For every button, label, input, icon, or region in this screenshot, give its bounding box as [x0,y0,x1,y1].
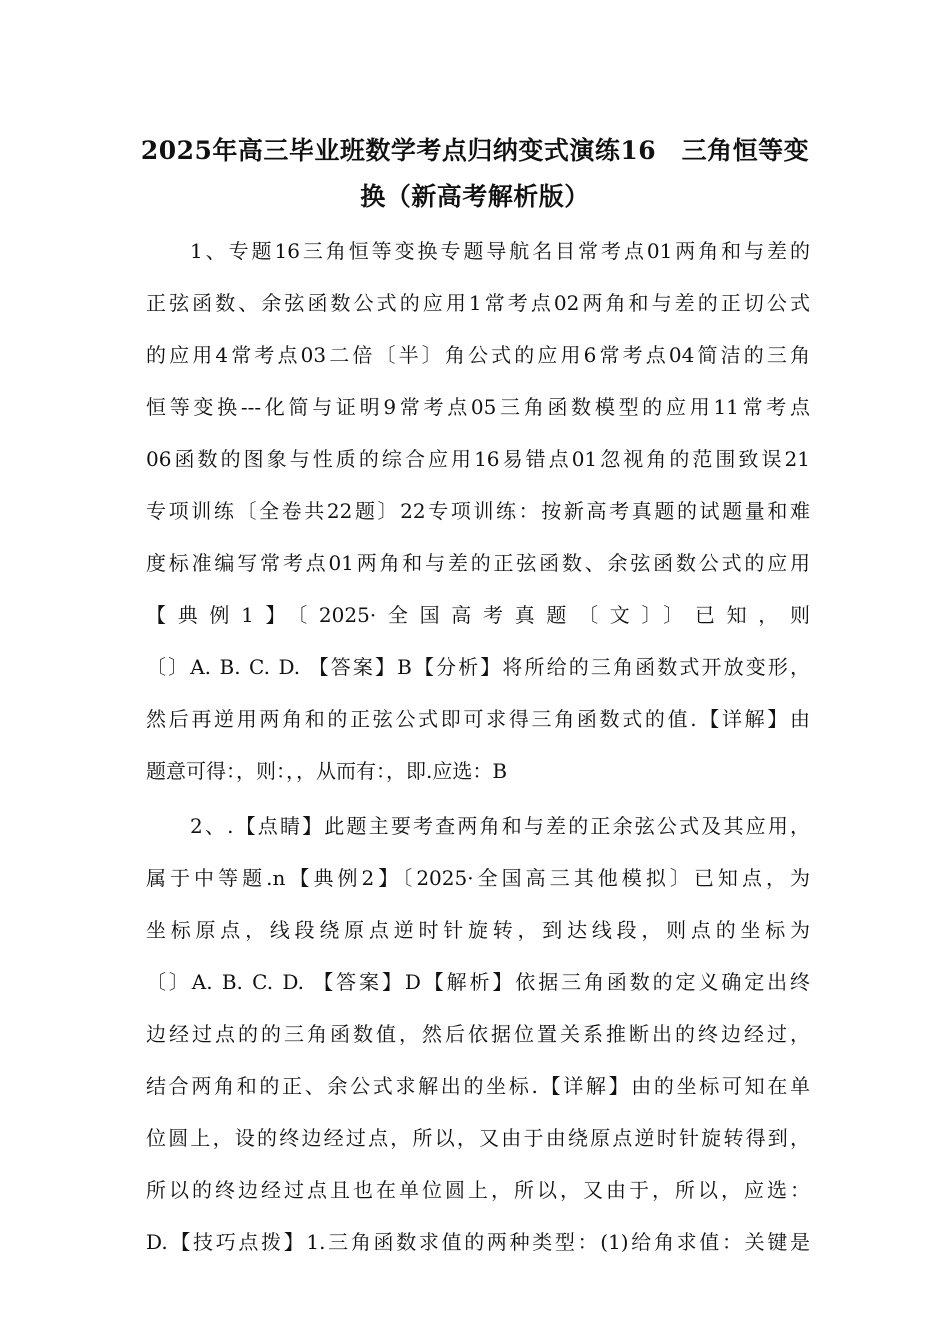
text-line: 边经过点的的三角函数值，然后依据位置关系推断出的终边经过， [146,1022,810,1046]
text-line: D.【技巧点拨】1.三角函数求值的两种类型：(1)给角求值：关键是 [146,1230,810,1254]
text-line: 的应用4常考点03二倍〔半〕角公式的应用6常考点04简洁的三角 [146,343,810,367]
text-line: 所以的终边经过点且也在单位圆上，所以，又由于，所以，应选： [146,1178,810,1202]
text-line: 2、.【点睛】此题主要考查两角和与差的正余弦公式及其应用， [190,814,810,838]
text-line: 1、专题16三角恒等变换专题导航名目常考点01两角和与差的 [190,239,810,263]
text-line: 专项训练〔全卷共22题〕22专项训练：按新高考真题的试题量和难 [146,499,810,523]
text-line: 【典例1】〔2025·全国高考真题〔文〕〕已知，则 [146,603,810,627]
text-line: 正弦函数、余弦函数公式的应用1常考点02两角和与差的正切公式 [146,291,810,315]
text-line: 〔〕A. B. C. D. 【答案】D【解析】依据三角函数的定义确定出终 [146,970,810,994]
paragraph-1 [146,225,810,797]
title-line: 换（新高考解析版） [360,182,590,211]
text-line: 坐标原点，线段绕原点逆时针旋转，到达线段，则点的坐标为 [146,918,810,942]
text-line: 题意可得：，则：，，从而有：，即.应选：B [146,759,508,783]
text-line: 〔〕A. B. C. D. 【答案】B【分析】将所给的三角函数式开放变形， [146,655,810,679]
text-line: 结合两角和的正、余公式求解出的坐标.【详解】由的坐标可知在单 [146,1074,810,1098]
text-line: 06函数的图象与性质的综合应用16易错点01忽视角的范围致误21 [146,447,810,471]
text-line: 恒等变换---化简与证明9常考点05三角函数模型的应用11常考点 [146,395,810,419]
text-line: 然后再逆用两角和的正弦公式即可求得三角函数式的值.【详解】由 [146,707,810,731]
text-line: 属于中等题.n【典例2】〔2025·全国高三其他模拟〕已知点，为 [146,866,810,890]
document-title [140,128,810,220]
paragraph-2 [146,800,810,1268]
text-line: 位圆上，设的终边经过点，所以，又由于由绕原点逆时针旋转得到， [146,1126,810,1150]
text-line: 度标准编写常考点01两角和与差的正弦函数、余弦函数公式的应用 [146,551,810,575]
title-line: 2025年高三毕业班数学考点归纳变式演练16 三角恒等变 [140,136,810,165]
